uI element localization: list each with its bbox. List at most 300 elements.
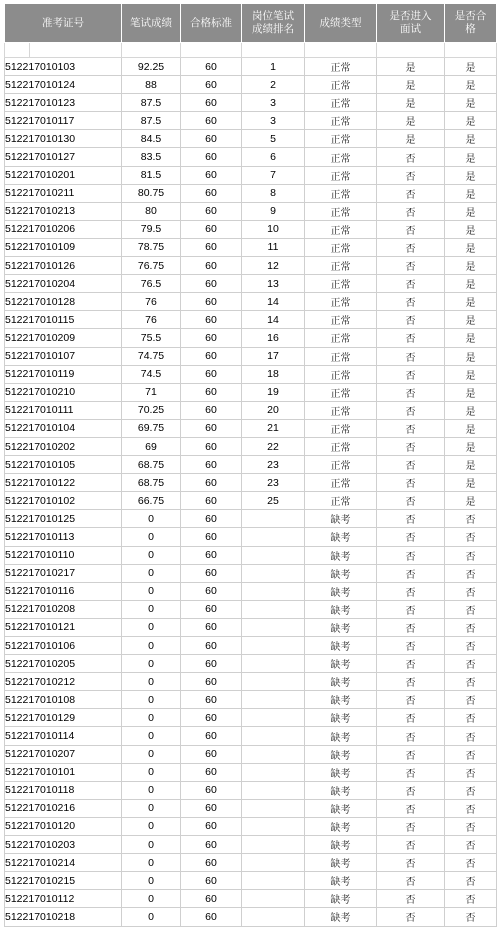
cell-score-type[interactable]: 正常 [305, 58, 377, 76]
cell-score-type[interactable]: 正常 [305, 148, 377, 166]
cell-passing-standard[interactable]: 60 [181, 94, 242, 112]
blank-cell[interactable] [5, 43, 30, 58]
blank-cell[interactable] [30, 43, 122, 58]
cell-qualified[interactable]: 是 [445, 58, 497, 76]
cell-qualified[interactable]: 否 [445, 763, 497, 781]
cell-qualified[interactable]: 否 [445, 528, 497, 546]
cell-written-score[interactable]: 68.75 [122, 456, 181, 474]
cell-exam-id[interactable]: 512217010119 [5, 365, 122, 383]
cell-qualified[interactable]: 否 [445, 691, 497, 709]
cell-exam-id[interactable]: 512217010101 [5, 763, 122, 781]
cell-rank[interactable] [242, 564, 305, 582]
cell-rank[interactable] [242, 618, 305, 636]
cell-exam-id[interactable]: 512217010122 [5, 474, 122, 492]
cell-written-score[interactable]: 0 [122, 799, 181, 817]
cell-exam-id[interactable]: 512217010218 [5, 908, 122, 926]
cell-written-score[interactable]: 69 [122, 437, 181, 455]
cell-written-score[interactable]: 0 [122, 546, 181, 564]
cell-interview[interactable]: 否 [377, 763, 445, 781]
cell-written-score[interactable]: 0 [122, 510, 181, 528]
cell-rank[interactable] [242, 745, 305, 763]
cell-score-type[interactable]: 正常 [305, 419, 377, 437]
cell-interview[interactable]: 否 [377, 655, 445, 673]
cell-exam-id[interactable]: 512217010108 [5, 691, 122, 709]
cell-exam-id[interactable]: 512217010124 [5, 76, 122, 94]
cell-passing-standard[interactable]: 60 [181, 781, 242, 799]
cell-rank[interactable] [242, 817, 305, 835]
cell-qualified[interactable]: 否 [445, 673, 497, 691]
cell-passing-standard[interactable]: 60 [181, 727, 242, 745]
cell-written-score[interactable]: 0 [122, 691, 181, 709]
cell-exam-id[interactable]: 512217010203 [5, 836, 122, 854]
cell-written-score[interactable]: 0 [122, 727, 181, 745]
cell-exam-id[interactable]: 512217010109 [5, 238, 122, 256]
cell-exam-id[interactable]: 512217010127 [5, 148, 122, 166]
cell-rank[interactable] [242, 727, 305, 745]
cell-rank[interactable]: 3 [242, 112, 305, 130]
cell-written-score[interactable]: 0 [122, 582, 181, 600]
cell-written-score[interactable]: 0 [122, 637, 181, 655]
cell-qualified[interactable]: 否 [445, 890, 497, 908]
cell-written-score[interactable]: 0 [122, 817, 181, 835]
cell-passing-standard[interactable]: 60 [181, 745, 242, 763]
cell-passing-standard[interactable]: 60 [181, 709, 242, 727]
cell-interview[interactable]: 否 [377, 600, 445, 618]
cell-interview[interactable]: 否 [377, 872, 445, 890]
cell-exam-id[interactable]: 512217010207 [5, 745, 122, 763]
cell-interview[interactable]: 否 [377, 745, 445, 763]
cell-written-score[interactable]: 69.75 [122, 419, 181, 437]
cell-score-type[interactable]: 正常 [305, 383, 377, 401]
cell-passing-standard[interactable]: 60 [181, 383, 242, 401]
cell-rank[interactable]: 19 [242, 383, 305, 401]
cell-passing-standard[interactable]: 60 [181, 401, 242, 419]
cell-qualified[interactable]: 否 [445, 655, 497, 673]
cell-passing-standard[interactable]: 60 [181, 474, 242, 492]
cell-exam-id[interactable]: 512217010123 [5, 94, 122, 112]
cell-rank[interactable]: 8 [242, 184, 305, 202]
cell-score-type[interactable]: 缺考 [305, 528, 377, 546]
cell-rank[interactable]: 3 [242, 94, 305, 112]
cell-score-type[interactable]: 缺考 [305, 799, 377, 817]
cell-written-score[interactable]: 81.5 [122, 166, 181, 184]
header-written-score[interactable]: 笔试成绩 [122, 4, 181, 43]
cell-score-type[interactable]: 正常 [305, 257, 377, 275]
header-exam-id[interactable]: 准考证号 [5, 4, 122, 43]
cell-score-type[interactable]: 正常 [305, 184, 377, 202]
cell-passing-standard[interactable]: 60 [181, 112, 242, 130]
cell-rank[interactable]: 23 [242, 456, 305, 474]
cell-score-type[interactable]: 缺考 [305, 673, 377, 691]
cell-interview[interactable]: 是 [377, 130, 445, 148]
cell-passing-standard[interactable]: 60 [181, 799, 242, 817]
cell-interview[interactable]: 否 [377, 836, 445, 854]
cell-rank[interactable] [242, 890, 305, 908]
cell-passing-standard[interactable]: 60 [181, 817, 242, 835]
cell-written-score[interactable]: 0 [122, 655, 181, 673]
cell-exam-id[interactable]: 512217010107 [5, 347, 122, 365]
cell-rank[interactable] [242, 691, 305, 709]
cell-exam-id[interactable]: 512217010106 [5, 637, 122, 655]
cell-passing-standard[interactable]: 60 [181, 564, 242, 582]
cell-exam-id[interactable]: 512217010204 [5, 275, 122, 293]
cell-exam-id[interactable]: 512217010205 [5, 655, 122, 673]
cell-written-score[interactable]: 0 [122, 618, 181, 636]
cell-written-score[interactable]: 84.5 [122, 130, 181, 148]
cell-score-type[interactable]: 正常 [305, 202, 377, 220]
cell-rank[interactable]: 5 [242, 130, 305, 148]
cell-exam-id[interactable]: 512217010112 [5, 890, 122, 908]
cell-qualified[interactable]: 否 [445, 546, 497, 564]
cell-written-score[interactable]: 88 [122, 76, 181, 94]
blank-cell[interactable] [122, 43, 181, 58]
cell-qualified[interactable]: 否 [445, 709, 497, 727]
cell-score-type[interactable]: 缺考 [305, 564, 377, 582]
cell-rank[interactable]: 12 [242, 257, 305, 275]
cell-exam-id[interactable]: 512217010130 [5, 130, 122, 148]
cell-qualified[interactable]: 是 [445, 275, 497, 293]
cell-passing-standard[interactable]: 60 [181, 582, 242, 600]
cell-qualified[interactable]: 是 [445, 130, 497, 148]
cell-written-score[interactable]: 0 [122, 890, 181, 908]
cell-rank[interactable]: 14 [242, 293, 305, 311]
cell-qualified[interactable]: 是 [445, 365, 497, 383]
cell-written-score[interactable]: 0 [122, 781, 181, 799]
cell-passing-standard[interactable]: 60 [181, 836, 242, 854]
cell-qualified[interactable]: 是 [445, 383, 497, 401]
cell-qualified[interactable]: 否 [445, 908, 497, 926]
cell-written-score[interactable]: 76 [122, 293, 181, 311]
cell-exam-id[interactable]: 512217010116 [5, 582, 122, 600]
cell-passing-standard[interactable]: 60 [181, 311, 242, 329]
cell-written-score[interactable]: 0 [122, 709, 181, 727]
cell-interview[interactable]: 否 [377, 673, 445, 691]
cell-written-score[interactable]: 74.75 [122, 347, 181, 365]
blank-cell[interactable] [181, 43, 242, 58]
cell-interview[interactable]: 否 [377, 709, 445, 727]
cell-passing-standard[interactable]: 60 [181, 456, 242, 474]
blank-cell[interactable] [377, 43, 445, 58]
cell-score-type[interactable]: 正常 [305, 166, 377, 184]
cell-written-score[interactable]: 80 [122, 202, 181, 220]
cell-rank[interactable]: 2 [242, 76, 305, 94]
cell-rank[interactable] [242, 854, 305, 872]
cell-rank[interactable]: 23 [242, 474, 305, 492]
cell-interview[interactable]: 否 [377, 148, 445, 166]
cell-exam-id[interactable]: 512217010126 [5, 257, 122, 275]
cell-passing-standard[interactable]: 60 [181, 202, 242, 220]
cell-rank[interactable] [242, 799, 305, 817]
cell-passing-standard[interactable]: 60 [181, 510, 242, 528]
cell-interview[interactable]: 否 [377, 727, 445, 745]
cell-passing-standard[interactable]: 60 [181, 600, 242, 618]
cell-written-score[interactable]: 76 [122, 311, 181, 329]
cell-interview[interactable]: 否 [377, 618, 445, 636]
cell-exam-id[interactable]: 512217010104 [5, 419, 122, 437]
cell-written-score[interactable]: 0 [122, 600, 181, 618]
cell-interview[interactable]: 否 [377, 492, 445, 510]
cell-exam-id[interactable]: 512217010212 [5, 673, 122, 691]
cell-qualified[interactable]: 否 [445, 817, 497, 835]
cell-written-score[interactable]: 0 [122, 673, 181, 691]
cell-interview[interactable]: 否 [377, 890, 445, 908]
blank-cell[interactable] [445, 43, 497, 58]
cell-rank[interactable]: 22 [242, 437, 305, 455]
cell-score-type[interactable]: 缺考 [305, 582, 377, 600]
cell-written-score[interactable]: 75.5 [122, 329, 181, 347]
cell-written-score[interactable]: 0 [122, 745, 181, 763]
cell-written-score[interactable]: 0 [122, 854, 181, 872]
cell-qualified[interactable]: 是 [445, 437, 497, 455]
cell-interview[interactable]: 否 [377, 365, 445, 383]
cell-score-type[interactable]: 缺考 [305, 890, 377, 908]
cell-exam-id[interactable]: 512217010115 [5, 311, 122, 329]
cell-written-score[interactable]: 78.75 [122, 238, 181, 256]
cell-score-type[interactable]: 缺考 [305, 854, 377, 872]
cell-passing-standard[interactable]: 60 [181, 220, 242, 238]
cell-interview[interactable]: 否 [377, 637, 445, 655]
cell-exam-id[interactable]: 512217010117 [5, 112, 122, 130]
cell-interview[interactable]: 否 [377, 220, 445, 238]
header-passing-standard[interactable]: 合格标准 [181, 4, 242, 43]
cell-written-score[interactable]: 80.75 [122, 184, 181, 202]
cell-passing-standard[interactable]: 60 [181, 691, 242, 709]
blank-cell[interactable] [242, 43, 305, 58]
cell-rank[interactable] [242, 872, 305, 890]
cell-passing-standard[interactable]: 60 [181, 184, 242, 202]
cell-interview[interactable]: 否 [377, 275, 445, 293]
cell-interview[interactable]: 否 [377, 510, 445, 528]
cell-passing-standard[interactable]: 60 [181, 347, 242, 365]
cell-interview[interactable]: 否 [377, 383, 445, 401]
cell-interview[interactable]: 是 [377, 112, 445, 130]
cell-exam-id[interactable]: 512217010216 [5, 799, 122, 817]
cell-written-score[interactable]: 87.5 [122, 112, 181, 130]
cell-qualified[interactable]: 否 [445, 582, 497, 600]
cell-qualified[interactable]: 是 [445, 184, 497, 202]
cell-rank[interactable]: 16 [242, 329, 305, 347]
cell-passing-standard[interactable]: 60 [181, 329, 242, 347]
cell-interview[interactable]: 否 [377, 582, 445, 600]
cell-passing-standard[interactable]: 60 [181, 763, 242, 781]
cell-passing-standard[interactable]: 60 [181, 546, 242, 564]
cell-score-type[interactable]: 正常 [305, 347, 377, 365]
header-score-type[interactable]: 成绩类型 [305, 4, 377, 43]
cell-score-type[interactable]: 缺考 [305, 763, 377, 781]
cell-interview[interactable]: 否 [377, 293, 445, 311]
cell-exam-id[interactable]: 512217010125 [5, 510, 122, 528]
cell-rank[interactable] [242, 528, 305, 546]
cell-written-score[interactable]: 92.25 [122, 58, 181, 76]
cell-score-type[interactable]: 缺考 [305, 691, 377, 709]
cell-qualified[interactable]: 是 [445, 112, 497, 130]
cell-passing-standard[interactable]: 60 [181, 76, 242, 94]
cell-qualified[interactable]: 否 [445, 799, 497, 817]
cell-qualified[interactable]: 是 [445, 202, 497, 220]
cell-score-type[interactable]: 正常 [305, 275, 377, 293]
cell-exam-id[interactable]: 512217010120 [5, 817, 122, 835]
cell-qualified[interactable]: 是 [445, 94, 497, 112]
cell-score-type[interactable]: 缺考 [305, 817, 377, 835]
cell-qualified[interactable]: 是 [445, 492, 497, 510]
cell-rank[interactable]: 7 [242, 166, 305, 184]
cell-exam-id[interactable]: 512217010211 [5, 184, 122, 202]
cell-rank[interactable]: 20 [242, 401, 305, 419]
cell-score-type[interactable]: 缺考 [305, 709, 377, 727]
cell-rank[interactable]: 10 [242, 220, 305, 238]
cell-rank[interactable] [242, 673, 305, 691]
cell-interview[interactable]: 否 [377, 347, 445, 365]
cell-passing-standard[interactable]: 60 [181, 238, 242, 256]
cell-passing-standard[interactable]: 60 [181, 492, 242, 510]
cell-score-type[interactable]: 缺考 [305, 600, 377, 618]
cell-interview[interactable]: 是 [377, 58, 445, 76]
cell-rank[interactable]: 14 [242, 311, 305, 329]
cell-written-score[interactable]: 76.75 [122, 257, 181, 275]
cell-interview[interactable]: 否 [377, 456, 445, 474]
cell-rank[interactable]: 13 [242, 275, 305, 293]
cell-passing-standard[interactable]: 60 [181, 854, 242, 872]
cell-passing-standard[interactable]: 60 [181, 257, 242, 275]
cell-score-type[interactable]: 正常 [305, 112, 377, 130]
cell-score-type[interactable]: 正常 [305, 130, 377, 148]
cell-score-type[interactable]: 正常 [305, 329, 377, 347]
cell-score-type[interactable]: 缺考 [305, 781, 377, 799]
cell-qualified[interactable]: 是 [445, 220, 497, 238]
cell-exam-id[interactable]: 512217010110 [5, 546, 122, 564]
cell-exam-id[interactable]: 512217010217 [5, 564, 122, 582]
cell-written-score[interactable]: 76.5 [122, 275, 181, 293]
cell-score-type[interactable]: 缺考 [305, 546, 377, 564]
cell-score-type[interactable]: 正常 [305, 76, 377, 94]
cell-passing-standard[interactable]: 60 [181, 58, 242, 76]
cell-score-type[interactable]: 缺考 [305, 836, 377, 854]
cell-score-type[interactable]: 缺考 [305, 637, 377, 655]
cell-score-type[interactable]: 缺考 [305, 510, 377, 528]
cell-interview[interactable]: 否 [377, 908, 445, 926]
cell-interview[interactable]: 否 [377, 419, 445, 437]
cell-passing-standard[interactable]: 60 [181, 365, 242, 383]
cell-exam-id[interactable]: 512217010121 [5, 618, 122, 636]
cell-interview[interactable]: 否 [377, 474, 445, 492]
cell-exam-id[interactable]: 512217010118 [5, 781, 122, 799]
cell-score-type[interactable]: 缺考 [305, 655, 377, 673]
cell-qualified[interactable]: 是 [445, 148, 497, 166]
cell-passing-standard[interactable]: 60 [181, 148, 242, 166]
cell-rank[interactable]: 9 [242, 202, 305, 220]
cell-rank[interactable]: 21 [242, 419, 305, 437]
cell-written-score[interactable]: 0 [122, 836, 181, 854]
cell-written-score[interactable]: 70.25 [122, 401, 181, 419]
cell-qualified[interactable]: 否 [445, 854, 497, 872]
cell-written-score[interactable]: 68.75 [122, 474, 181, 492]
cell-score-type[interactable]: 正常 [305, 238, 377, 256]
cell-passing-standard[interactable]: 60 [181, 275, 242, 293]
cell-score-type[interactable]: 正常 [305, 293, 377, 311]
cell-score-type[interactable]: 缺考 [305, 745, 377, 763]
cell-rank[interactable]: 11 [242, 238, 305, 256]
cell-passing-standard[interactable]: 60 [181, 419, 242, 437]
cell-score-type[interactable]: 正常 [305, 365, 377, 383]
cell-score-type[interactable]: 缺考 [305, 908, 377, 926]
cell-exam-id[interactable]: 512217010209 [5, 329, 122, 347]
cell-exam-id[interactable]: 512217010214 [5, 854, 122, 872]
cell-passing-standard[interactable]: 60 [181, 673, 242, 691]
cell-score-type[interactable]: 正常 [305, 474, 377, 492]
cell-qualified[interactable]: 否 [445, 781, 497, 799]
cell-exam-id[interactable]: 512217010202 [5, 437, 122, 455]
cell-rank[interactable] [242, 709, 305, 727]
cell-interview[interactable]: 否 [377, 528, 445, 546]
cell-rank[interactable] [242, 546, 305, 564]
header-interview[interactable]: 是否进入 面试 [377, 4, 445, 43]
cell-written-score[interactable]: 0 [122, 908, 181, 926]
cell-written-score[interactable]: 71 [122, 383, 181, 401]
cell-exam-id[interactable]: 512217010102 [5, 492, 122, 510]
cell-score-type[interactable]: 正常 [305, 437, 377, 455]
cell-qualified[interactable]: 是 [445, 166, 497, 184]
cell-qualified[interactable]: 否 [445, 564, 497, 582]
cell-interview[interactable]: 否 [377, 401, 445, 419]
cell-qualified[interactable]: 否 [445, 618, 497, 636]
cell-qualified[interactable]: 是 [445, 76, 497, 94]
cell-rank[interactable] [242, 908, 305, 926]
cell-rank[interactable] [242, 582, 305, 600]
cell-passing-standard[interactable]: 60 [181, 166, 242, 184]
cell-exam-id[interactable]: 512217010213 [5, 202, 122, 220]
cell-exam-id[interactable]: 512217010208 [5, 600, 122, 618]
cell-passing-standard[interactable]: 60 [181, 637, 242, 655]
cell-interview[interactable]: 否 [377, 184, 445, 202]
cell-score-type[interactable]: 正常 [305, 401, 377, 419]
cell-written-score[interactable]: 0 [122, 872, 181, 890]
cell-rank[interactable] [242, 655, 305, 673]
cell-qualified[interactable]: 是 [445, 401, 497, 419]
cell-written-score[interactable]: 0 [122, 564, 181, 582]
cell-exam-id[interactable]: 512217010210 [5, 383, 122, 401]
cell-rank[interactable] [242, 637, 305, 655]
cell-score-type[interactable]: 缺考 [305, 872, 377, 890]
cell-qualified[interactable]: 否 [445, 727, 497, 745]
cell-qualified[interactable]: 否 [445, 510, 497, 528]
cell-passing-standard[interactable]: 60 [181, 618, 242, 636]
cell-passing-standard[interactable]: 60 [181, 528, 242, 546]
cell-interview[interactable]: 否 [377, 166, 445, 184]
cell-rank[interactable]: 6 [242, 148, 305, 166]
header-qualified[interactable]: 是否合 格 [445, 4, 497, 43]
cell-score-type[interactable]: 正常 [305, 220, 377, 238]
cell-qualified[interactable]: 是 [445, 293, 497, 311]
cell-interview[interactable]: 否 [377, 781, 445, 799]
cell-qualified[interactable]: 是 [445, 311, 497, 329]
cell-written-score[interactable]: 66.75 [122, 492, 181, 510]
cell-interview[interactable]: 否 [377, 564, 445, 582]
cell-qualified[interactable]: 是 [445, 419, 497, 437]
cell-qualified[interactable]: 是 [445, 474, 497, 492]
cell-qualified[interactable]: 是 [445, 347, 497, 365]
cell-written-score[interactable]: 0 [122, 763, 181, 781]
cell-qualified[interactable]: 否 [445, 600, 497, 618]
cell-written-score[interactable]: 83.5 [122, 148, 181, 166]
cell-interview[interactable]: 否 [377, 437, 445, 455]
cell-interview[interactable]: 是 [377, 76, 445, 94]
cell-exam-id[interactable]: 512217010114 [5, 727, 122, 745]
cell-passing-standard[interactable]: 60 [181, 655, 242, 673]
cell-exam-id[interactable]: 512217010103 [5, 58, 122, 76]
cell-score-type[interactable]: 缺考 [305, 618, 377, 636]
cell-passing-standard[interactable]: 60 [181, 872, 242, 890]
cell-exam-id[interactable]: 512217010201 [5, 166, 122, 184]
